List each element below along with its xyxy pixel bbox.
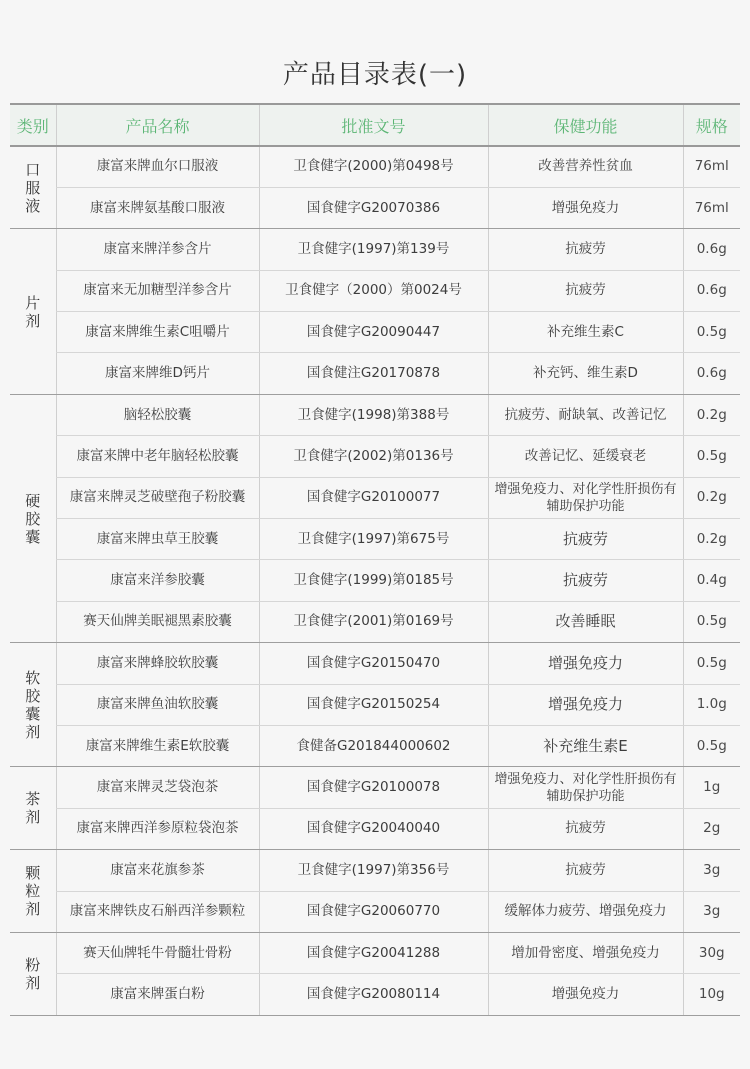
approval-number-cell: 国食健字G20150470 bbox=[259, 643, 488, 684]
product-name-cell: 康富来牌虫草王胶囊 bbox=[56, 519, 259, 560]
spec-cell: 0.5g bbox=[683, 601, 740, 642]
table-row bbox=[10, 643, 740, 684]
category-cell bbox=[10, 146, 56, 229]
health-function-cell: 改善睡眠 bbox=[488, 601, 683, 642]
approval-number-cell: 国食健字G20041288 bbox=[259, 932, 488, 973]
health-function-cell: 抗疲劳 bbox=[488, 229, 683, 270]
product-name-cell: 康富来牌氨基酸口服液 bbox=[56, 187, 259, 228]
health-function-cell: 抗疲劳 bbox=[488, 519, 683, 560]
header-spec: 规格 bbox=[683, 104, 740, 146]
spec-cell: 0.5g bbox=[683, 436, 740, 477]
table-row bbox=[10, 436, 740, 477]
spec-cell: 3g bbox=[683, 891, 740, 932]
table-body bbox=[10, 146, 740, 1015]
product-name-cell: 康富来牌西洋参原粒袋泡茶 bbox=[56, 808, 259, 849]
table-row bbox=[10, 974, 740, 1015]
product-name-cell: 康富来牌中老年脑轻松胶囊 bbox=[56, 436, 259, 477]
health-function-cell: 增强免疫力、对化学性肝损伤有辅助保护功能 bbox=[488, 477, 683, 518]
health-function-cell: 增强免疫力 bbox=[488, 187, 683, 228]
health-function-cell: 改善记忆、延缓衰老 bbox=[488, 436, 683, 477]
category-cell bbox=[10, 643, 56, 767]
approval-number-cell: 国食健字G20150254 bbox=[259, 684, 488, 725]
table-row bbox=[10, 891, 740, 932]
table-row bbox=[10, 560, 740, 601]
product-name-cell: 康富来洋参胶囊 bbox=[56, 560, 259, 601]
header-approval-number: 批准文号 bbox=[259, 104, 488, 146]
product-name-cell: 脑轻松胶囊 bbox=[56, 394, 259, 435]
category-cell bbox=[10, 394, 56, 642]
spec-cell: 0.5g bbox=[683, 643, 740, 684]
product-name-cell: 康富来无加糖型洋参含片 bbox=[56, 270, 259, 311]
table-row bbox=[10, 932, 740, 973]
spec-cell: 0.6g bbox=[683, 270, 740, 311]
health-function-cell: 抗疲劳 bbox=[488, 850, 683, 891]
approval-number-cell: 国食健字G20070386 bbox=[259, 187, 488, 228]
health-function-cell: 增强免疫力、对化学性肝损伤有辅助保护功能 bbox=[488, 767, 683, 808]
health-function-cell: 抗疲劳 bbox=[488, 560, 683, 601]
table-row bbox=[10, 684, 740, 725]
table-row bbox=[10, 270, 740, 311]
approval-number-cell: 卫食健字(2000)第0498号 bbox=[259, 146, 488, 187]
spec-cell: 76ml bbox=[683, 187, 740, 228]
header-health-function: 保健功能 bbox=[488, 104, 683, 146]
product-name-cell: 康富来牌鱼油软胶囊 bbox=[56, 684, 259, 725]
product-name-cell: 康富来牌血尔口服液 bbox=[56, 146, 259, 187]
category-label: 粉剂 bbox=[25, 955, 41, 992]
spec-cell: 0.5g bbox=[683, 312, 740, 353]
product-name-cell: 康富来牌铁皮石斛西洋参颗粒 bbox=[56, 891, 259, 932]
product-name-cell: 康富来牌维D钙片 bbox=[56, 353, 259, 394]
health-function-cell: 增加骨密度、增强免疫力 bbox=[488, 932, 683, 973]
product-name-cell: 康富来牌蜂胶软胶囊 bbox=[56, 643, 259, 684]
table-row bbox=[10, 767, 740, 808]
approval-number-cell: 卫食健字(2002)第0136号 bbox=[259, 436, 488, 477]
table-row bbox=[10, 601, 740, 642]
header-category: 类别 bbox=[10, 104, 56, 146]
approval-number-cell: 食健备G201844000602 bbox=[259, 725, 488, 766]
spec-cell: 30g bbox=[683, 932, 740, 973]
health-function-cell: 补充钙、维生素D bbox=[488, 353, 683, 394]
product-name-cell: 康富来牌灵芝袋泡茶 bbox=[56, 767, 259, 808]
table-header bbox=[10, 104, 740, 146]
approval-number-cell: 国食健字G20040040 bbox=[259, 808, 488, 849]
table-row bbox=[10, 229, 740, 270]
product-name-cell: 康富来花旗参茶 bbox=[56, 850, 259, 891]
category-label: 软胶囊剂 bbox=[25, 668, 41, 741]
approval-number-cell: 卫食健字(1999)第0185号 bbox=[259, 560, 488, 601]
category-cell bbox=[10, 767, 56, 850]
approval-number-cell: 国食健字G20080114 bbox=[259, 974, 488, 1015]
category-label: 片剂 bbox=[25, 293, 41, 330]
table-row bbox=[10, 850, 740, 891]
approval-number-cell: 卫食健字(1998)第388号 bbox=[259, 394, 488, 435]
table-row bbox=[10, 187, 740, 228]
spec-cell: 0.2g bbox=[683, 519, 740, 560]
approval-number-cell: 国食健字G20100077 bbox=[259, 477, 488, 518]
approval-number-cell: 国食健字G20060770 bbox=[259, 891, 488, 932]
spec-cell: 1g bbox=[683, 767, 740, 808]
category-label: 颗粒剂 bbox=[25, 864, 41, 919]
product-name-cell: 康富来牌蛋白粉 bbox=[56, 974, 259, 1015]
table-row bbox=[10, 394, 740, 435]
approval-number-cell: 国食健字G20100078 bbox=[259, 767, 488, 808]
spec-cell: 0.6g bbox=[683, 353, 740, 394]
spec-cell: 1.0g bbox=[683, 684, 740, 725]
spec-cell: 76ml bbox=[683, 146, 740, 187]
product-name-cell: 康富来牌维生素C咀嚼片 bbox=[56, 312, 259, 353]
category-label: 茶剂 bbox=[25, 790, 41, 827]
approval-number-cell: 国食健注G20170878 bbox=[259, 353, 488, 394]
page-title: 产品目录表(一) bbox=[282, 60, 468, 90]
approval-number-cell: 卫食健字（2000）第0024号 bbox=[259, 270, 488, 311]
health-function-cell: 补充维生素C bbox=[488, 312, 683, 353]
spec-cell: 3g bbox=[683, 850, 740, 891]
approval-number-cell: 国食健字G20090447 bbox=[259, 312, 488, 353]
spec-cell: 0.5g bbox=[683, 725, 740, 766]
health-function-cell: 增强免疫力 bbox=[488, 643, 683, 684]
product-name-cell: 赛天仙牌牦牛骨髓壮骨粉 bbox=[56, 932, 259, 973]
spec-cell: 0.2g bbox=[683, 477, 740, 518]
table-row bbox=[10, 725, 740, 766]
table-row bbox=[10, 353, 740, 394]
category-cell bbox=[10, 229, 56, 395]
health-function-cell: 补充维生素E bbox=[488, 725, 683, 766]
health-function-cell: 抗疲劳、耐缺氧、改善记忆 bbox=[488, 394, 683, 435]
approval-number-cell: 卫食健字(1997)第675号 bbox=[259, 519, 488, 560]
header-product-name: 产品名称 bbox=[56, 104, 259, 146]
approval-number-cell: 卫食健字(2001)第0169号 bbox=[259, 601, 488, 642]
category-label: 口服液 bbox=[25, 160, 41, 215]
spec-cell: 0.2g bbox=[683, 394, 740, 435]
product-name-cell: 赛天仙牌美眠褪黑素胶囊 bbox=[56, 601, 259, 642]
approval-number-cell: 卫食健字(1997)第139号 bbox=[259, 229, 488, 270]
spec-cell: 0.4g bbox=[683, 560, 740, 601]
category-label: 硬胶囊 bbox=[25, 491, 41, 546]
spec-cell: 10g bbox=[683, 974, 740, 1015]
health-function-cell: 缓解体力疲劳、增强免疫力 bbox=[488, 891, 683, 932]
health-function-cell: 改善营养性贫血 bbox=[488, 146, 683, 187]
category-cell bbox=[10, 850, 56, 933]
spec-cell: 2g bbox=[683, 808, 740, 849]
health-function-cell: 增强免疫力 bbox=[488, 684, 683, 725]
health-function-cell: 抗疲劳 bbox=[488, 808, 683, 849]
health-function-cell: 增强免疫力 bbox=[488, 974, 683, 1015]
health-function-cell: 抗疲劳 bbox=[488, 270, 683, 311]
approval-number-cell: 卫食健字(1997)第356号 bbox=[259, 850, 488, 891]
product-name-cell: 康富来牌洋参含片 bbox=[56, 229, 259, 270]
category-cell bbox=[10, 932, 56, 1015]
table-row bbox=[10, 146, 740, 187]
table-row bbox=[10, 312, 740, 353]
product-catalog-table bbox=[10, 103, 740, 1016]
spec-cell: 0.6g bbox=[683, 229, 740, 270]
table-row bbox=[10, 519, 740, 560]
table-row bbox=[10, 808, 740, 849]
table-row bbox=[10, 477, 740, 518]
product-name-cell: 康富来牌维生素E软胶囊 bbox=[56, 725, 259, 766]
product-name-cell: 康富来牌灵芝破壁孢子粉胶囊 bbox=[56, 477, 259, 518]
